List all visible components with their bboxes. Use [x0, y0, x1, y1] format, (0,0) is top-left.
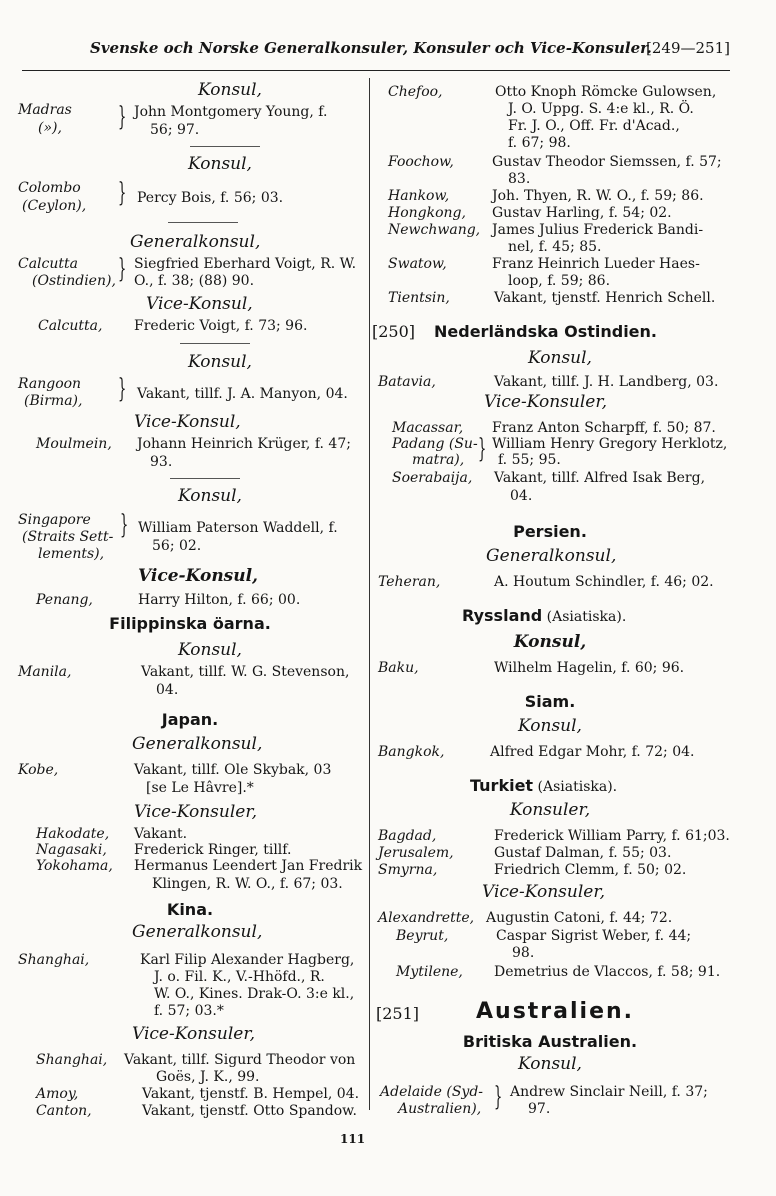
header-rule: [22, 70, 730, 71]
heading-konsul: Konsul,: [188, 154, 252, 174]
section-persien: Persien.: [513, 522, 587, 541]
entry-nagasaki: Frederick Ringer, tillf.: [134, 842, 292, 858]
place-adelaide-sub: Australien),: [398, 1101, 482, 1117]
entry-colombo: Percy Bois, f. 56; 03.: [137, 190, 284, 206]
place-kobe: Kobe,: [18, 762, 59, 778]
place-hakodate: Hakodate,: [36, 826, 110, 842]
entry-moulmein-2: 93.: [150, 454, 173, 470]
brace-icon: }: [118, 374, 127, 404]
place-yokohama: Yokohama,: [36, 858, 113, 874]
heading-generalkonsul: Generalkonsul,: [132, 734, 263, 754]
entry-shanghai2-1: Vakant, tillf. Sigurd Theodor von: [124, 1052, 356, 1068]
header-page-range: [249—251]: [646, 39, 730, 57]
entry-chefoo-3: Fr. J. O., Off. Fr. d'Acad.,: [508, 118, 680, 134]
entry-padang-1: William Henry Gregory Herklotz,: [492, 436, 728, 452]
brace-icon: }: [118, 254, 127, 284]
place-newchwang: Newchwang,: [388, 222, 481, 238]
heading-konsul: Konsul,: [178, 640, 242, 660]
place-penang: Penang,: [36, 592, 93, 608]
place-macassar: Macassar,: [392, 420, 464, 436]
entry-kobe-1: Vakant, tillf. Ole Skybak, 03: [134, 762, 332, 778]
place-beyrut: Beyrut,: [396, 928, 449, 944]
entry-singapore-1: William Paterson Waddell, f.: [138, 520, 338, 536]
entry-calcutta-1: Siegfried Eberhard Voigt, R. W.: [134, 256, 357, 272]
entry-rangoon: Vakant, tillf. J. A. Manyon, 04.: [137, 386, 348, 402]
place-rangoon: Rangoon: [18, 376, 82, 392]
place-batavia: Batavia,: [378, 374, 436, 390]
place-moulmein: Moulmein,: [36, 436, 112, 452]
place-bagdad: Bagdad,: [378, 828, 437, 844]
entry-chefoo-2: J. O. Uppg. S. 4:e kl., R. Ö.: [508, 101, 694, 117]
heading-vice-konsul: Vice-Konsul,: [146, 294, 253, 314]
entry-foochow-1: Gustav Theodor Siemssen, f. 57;: [492, 154, 722, 170]
entry-shanghai2-2: Goës, J. K., 99.: [156, 1069, 260, 1085]
heading-konsul: Konsul,: [518, 1054, 582, 1074]
column-divider: [369, 78, 370, 1110]
entry-hakodate: Vakant.: [134, 826, 188, 842]
section-number-251: [251]: [376, 1004, 420, 1023]
entry-madras-1: John Montgomery Young, f.: [134, 104, 328, 120]
heading-konsul: Konsul,: [198, 80, 262, 100]
section-turkiet: [470, 778, 617, 795]
entry-soerabaija-2: 04.: [510, 488, 533, 504]
place-calcutta: Calcutta: [18, 256, 78, 272]
place-singapore-sub1: (Straits Sett-: [22, 529, 114, 545]
section-kina: Kina.: [166, 900, 214, 919]
entry-adelaide-2: 97.: [528, 1101, 551, 1117]
heading-konsul: Konsul,: [528, 348, 592, 368]
section-ryssland-title: Ryssland: [462, 606, 543, 625]
place-colombo: Colombo: [18, 180, 81, 196]
entry-chefoo-1: Otto Knoph Römcke Gulowsen,: [495, 84, 717, 100]
entry-soerabaija-1: Vakant, tillf. Alfred Isak Berg,: [494, 470, 706, 486]
entry-newchwang-2: nel, f. 45; 85.: [508, 239, 602, 255]
entry-foochow-2: 83.: [508, 171, 531, 187]
place-tientsin: Tientsin,: [388, 290, 450, 306]
entry-amoy: Vakant, tjenstf. B. Hempel, 04.: [142, 1086, 360, 1102]
heading-vice-konsuler: Vice-Konsuler,: [484, 392, 608, 412]
place-singapore-sub2: lements),: [38, 546, 105, 562]
place-hankow: Hankow,: [388, 188, 450, 204]
page-number: 111: [340, 1132, 366, 1146]
place-manila: Manila,: [18, 664, 72, 680]
place-canton: Canton,: [36, 1103, 92, 1119]
heading-vice-konsuler: Vice-Konsuler,: [132, 1024, 256, 1044]
place-teheran: Teheran,: [378, 574, 441, 590]
heading-vice-konsul: Vice-Konsul,: [134, 412, 241, 432]
section-siam: Siam.: [524, 692, 576, 711]
entry-tientsin: Vakant, tjenstf. Henrich Schell.: [494, 290, 716, 306]
heading-vice-konsuler: Vice-Konsuler,: [134, 802, 258, 822]
entry-shanghai-3: W. O., Kines. Drak-O. 3:e kl.,: [154, 986, 355, 1002]
section-nederlandska: Nederländska Ostindien.: [434, 322, 657, 341]
entry-teheran: A. Houtum Schindler, f. 46; 02.: [494, 574, 714, 590]
entry-chefoo-4: f. 67; 98.: [508, 135, 571, 151]
entry-adelaide-1: Andrew Sinclair Neill, f. 37;: [510, 1084, 708, 1100]
place-swatow: Swatow,: [388, 256, 447, 272]
section-filippinska: Filippinska öarna.: [109, 614, 271, 633]
brace-icon: }: [478, 434, 487, 464]
header-title: Svenske och Norske Generalkonsuler, Konsuler och Vice-Konsuler.: [90, 39, 652, 57]
place-alexandrette: Alexandrette,: [378, 910, 475, 926]
section-ryssland: [462, 608, 626, 625]
entry-manila-2: 04.: [156, 682, 179, 698]
entry-singapore-2: 56; 02.: [152, 538, 202, 554]
running-header: [90, 40, 730, 56]
place-soerabaija: Soerabaija,: [392, 470, 473, 486]
entry-alexandrette: Augustin Catoni, f. 44; 72.: [486, 910, 673, 926]
entry-padang-2: f. 55; 95.: [498, 452, 561, 468]
entry-shanghai-4: f. 57; 03.*: [154, 1003, 224, 1019]
entry-swatow-1: Franz Heinrich Lueder Haes-: [492, 256, 700, 272]
place-shanghai: Shanghai,: [18, 952, 90, 968]
entry-beyrut-1: Caspar Sigrist Weber, f. 44;: [496, 928, 692, 944]
brace-icon: }: [118, 178, 127, 208]
place-rangoon-sub: (Birma),: [24, 393, 83, 409]
place-bangkok: Bangkok,: [378, 744, 445, 760]
brace-icon: }: [494, 1082, 503, 1112]
place-foochow: Foochow,: [388, 154, 454, 170]
place-madras-sub: (»),: [38, 120, 62, 136]
entry-kobe-2: [se Le Hâvre].*: [146, 780, 254, 796]
entry-newchwang-1: James Julius Frederick Bandi-: [492, 222, 704, 238]
section-japan: Japan.: [161, 710, 219, 729]
heading-vice-konsul: Vice-Konsul,: [138, 566, 258, 586]
heading-konsuler: Konsuler,: [509, 800, 591, 820]
entry-shanghai-1: Karl Filip Alexander Hagberg,: [140, 952, 355, 968]
brace-icon: }: [118, 102, 127, 132]
entry-hongkong: Gustav Harling, f. 54; 02.: [492, 205, 672, 221]
entry-jerusalem: Gustaf Dalman, f. 55; 03.: [494, 845, 672, 861]
divider: [180, 343, 250, 344]
entry-bagdad: Frederick William Parry, f. 61;03.: [494, 828, 730, 844]
section-number-250: [250]: [372, 322, 416, 341]
heading-vice-konsuler: Vice-Konsuler,: [482, 882, 606, 902]
entry-calcutta-2: O., f. 38; (88) 90.: [134, 273, 255, 289]
entry-canton: Vakant, tjenstf. Otto Spandow.: [142, 1103, 357, 1119]
place-calcutta-sub: (Ostindien),: [32, 273, 116, 289]
entry-smyrna: Friedrich Clemm, f. 50; 02.: [494, 862, 687, 878]
place-mytilene: Mytilene,: [396, 964, 463, 980]
place-padang: Padang (Su-: [392, 436, 478, 452]
place-jerusalem: Jerusalem,: [378, 845, 454, 861]
entry-beyrut-2: 98.: [512, 945, 535, 961]
entry-batavia: Vakant, tillf. J. H. Landberg, 03.: [494, 374, 719, 390]
place-shanghai2: Shanghai,: [36, 1052, 108, 1068]
heading-konsul: Konsul,: [188, 352, 252, 372]
place-padang-sub: matra),: [412, 452, 465, 468]
heading-konsul: Konsul,: [178, 486, 242, 506]
place-nagasaki: Nagasaki,: [36, 842, 107, 858]
heading-konsul: Konsul,: [513, 632, 587, 652]
section-turkiet-title: Turkiet: [470, 776, 534, 795]
divider: [168, 222, 238, 223]
heading-generalkonsul: Generalkonsul,: [130, 232, 261, 252]
entry-baku: Wilhelm Hagelin, f. 60; 96.: [494, 660, 685, 676]
heading-generalkonsul: Generalkonsul,: [486, 546, 617, 566]
divider: [170, 478, 240, 479]
place-smyrna: Smyrna,: [378, 862, 438, 878]
brace-icon: }: [120, 510, 129, 540]
section-australien: Australien.: [476, 999, 635, 1024]
entry-hankow: Joh. Thyen, R. W. O., f. 59; 86.: [492, 188, 704, 204]
divider: [190, 146, 260, 147]
entry-moulmein-1: Johann Heinrich Krüger, f. 47;: [137, 436, 351, 452]
entry-mytilene: Demetrius de Vlaccos, f. 58; 91.: [494, 964, 721, 980]
section-turkiet-sub: (Asiatiska).: [537, 779, 618, 795]
heading-konsul: Konsul,: [518, 716, 582, 736]
section-ryssland-sub: (Asiatiska).: [546, 609, 627, 625]
place-colombo-sub: (Ceylon),: [22, 198, 87, 214]
place-calcutta2: Calcutta,: [38, 318, 103, 334]
entry-penang: Harry Hilton, f. 66; 00.: [138, 592, 301, 608]
entry-swatow-2: loop, f. 59; 86.: [508, 273, 611, 289]
entry-yokohama-2: Klingen, R. W. O., f. 67; 03.: [152, 876, 343, 892]
place-singapore: Singapore: [18, 512, 91, 528]
entry-calcutta2: Frederic Voigt, f. 73; 96.: [134, 318, 308, 334]
place-adelaide: Adelaide (Syd-: [380, 1084, 484, 1100]
entry-shanghai-2: J. o. Fil. K., V.-Hhöfd., R.: [154, 969, 325, 985]
place-hongkong: Hongkong,: [388, 205, 466, 221]
section-britiska-australien: Britiska Australien.: [462, 1032, 638, 1051]
place-madras: Madras: [18, 102, 72, 118]
place-amoy: Amoy,: [36, 1086, 79, 1102]
entry-bangkok: Alfred Edgar Mohr, f. 72; 04.: [490, 744, 695, 760]
heading-generalkonsul: Generalkonsul,: [132, 922, 263, 942]
entry-macassar: Franz Anton Scharpff, f. 50; 87.: [492, 420, 716, 436]
entry-yokohama-1: Hermanus Leendert Jan Fredrik: [134, 858, 363, 874]
entry-madras-2: 56; 97.: [150, 122, 200, 138]
place-chefoo: Chefoo,: [388, 84, 443, 100]
entry-manila-1: Vakant, tillf. W. G. Stevenson,: [141, 664, 350, 680]
place-baku: Baku,: [378, 660, 419, 676]
